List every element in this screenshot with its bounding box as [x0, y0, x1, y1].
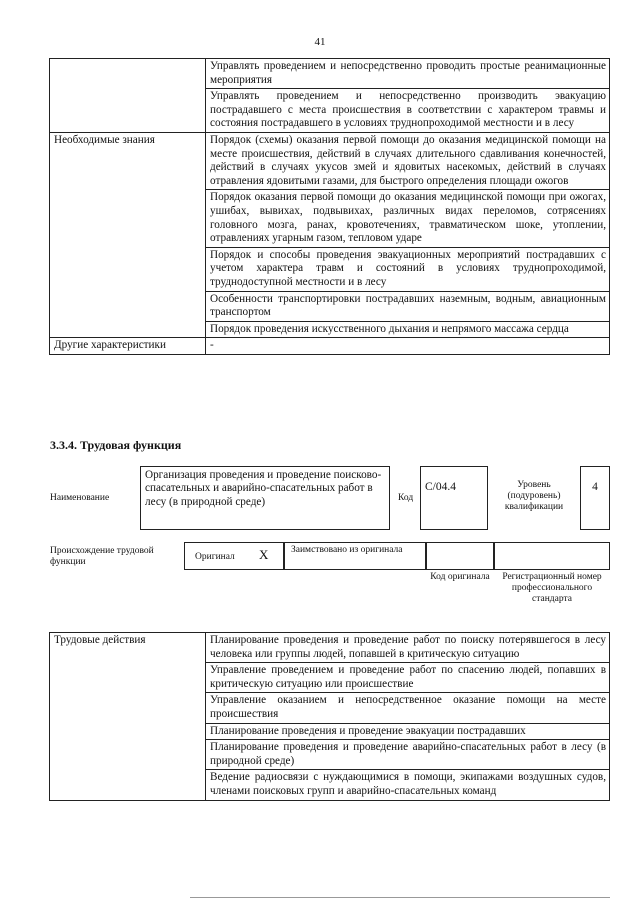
- borrowed-cell: [284, 542, 426, 570]
- row-label-other: Другие характеристики: [50, 338, 206, 355]
- table-row: [50, 59, 610, 89]
- row-text: Порядок и способы проведения эвакуационных мероприятий пострадавших с учетом характера травм и состояний в условиях труднопроходимой, труднодоступной местности и в лесу: [206, 247, 610, 291]
- function-code-box: С/04.4: [420, 466, 488, 530]
- row-text: Ведение радиосвязи с нуждающимися в помощи, экипажами воздушных судов, членами поисковых групп и аварийно-спасательных команд: [206, 770, 610, 800]
- knowledge-table: [49, 58, 610, 355]
- level-label: Уровень (подуровень) квалификации: [504, 480, 564, 512]
- table-row: [50, 132, 610, 189]
- row-text: Планирование проведения и проведение аварийно-спасательных работ в лесу (в природной среде): [206, 740, 610, 770]
- reg-number-cell: [494, 542, 610, 570]
- reg-number-label: Регистрационный номер профессионального стандарта: [502, 572, 602, 604]
- row-text: Порядок (схемы) оказания первой помощи до оказания медицинской помощи на месте происшествия, действий в случаях длительного сдавливания конечностей, действий в случаях укусов змей и ядовитых насекомых, действий в случаях отравления ядовитыми газами, для быстрого определения площади ожогов: [206, 132, 610, 189]
- row-label: [50, 59, 206, 133]
- origin-label: Происхождение трудовой функции: [50, 546, 154, 567]
- row-text: Порядок оказания первой помощи до оказания медицинской помощи при ожогах, ушибах, вывихах, подвывихах, различных видах переломов, сотрясениях головного мозга, ранах, кровотечениях, травматическом шоке, утоплении, отравлениях угарным газом, тепловом ударе: [206, 190, 610, 247]
- borrowed-label: Заимствовано из оригинала: [291, 545, 403, 555]
- code-original-label: Код оригинала: [430, 572, 490, 582]
- labor-actions-table: [49, 632, 610, 801]
- row-text: Порядок проведения искусственного дыхания и непрямого массажа сердца: [206, 321, 610, 338]
- row-label-actions: Трудовые действия: [50, 633, 206, 801]
- row-text: Планирование проведения и проведение работ по поиску потерявшегося в лесу человека или группы людей, попавшей в критическую ситуацию: [206, 633, 610, 663]
- original-mark: X: [259, 547, 269, 562]
- row-text: Управлять проведением и непосредственно производить эвакуацию пострадавшего с места происшествия в соответствии с характером травмы и состояния пострадавшего в условиях труднопроходимой местности и в лесу: [206, 89, 610, 133]
- section-title: 3.3.4. Трудовая функция: [50, 438, 182, 452]
- row-text: Управление оказанием и непосредственное оказание помощи на месте происшествия: [206, 693, 610, 723]
- row-text: Управление проведением и проведение работ по спасению людей, попавших в критическую ситуацию или происшествие: [206, 663, 610, 693]
- function-name-box: Организация проведения и проведение поисково-спасательных и аварийно-спасательных работ в лесу (в природной среде): [140, 466, 390, 530]
- original-cell: [184, 542, 284, 570]
- footer-divider: [190, 897, 610, 898]
- name-label: Наименование: [50, 493, 110, 503]
- origin-row: [184, 542, 610, 570]
- row-label-knowledge: Необходимые знания: [50, 132, 206, 337]
- table-row: [50, 633, 610, 663]
- page-number: 41: [314, 36, 326, 48]
- table-row: [50, 338, 610, 355]
- code-original-cell: [426, 542, 494, 570]
- row-text: Управлять проведением и непосредственно проводить простые реанимационные мероприятия: [206, 59, 610, 89]
- original-label: Оригинал: [195, 552, 235, 562]
- code-label: Код: [398, 493, 414, 503]
- row-text: Особенности транспортировки пострадавших наземным, водным, авиационным транспортом: [206, 291, 610, 321]
- function-level-box: 4: [580, 466, 610, 530]
- row-text: Планирование проведения и проведение эвакуации пострадавших: [206, 723, 610, 740]
- row-text: -: [206, 338, 610, 355]
